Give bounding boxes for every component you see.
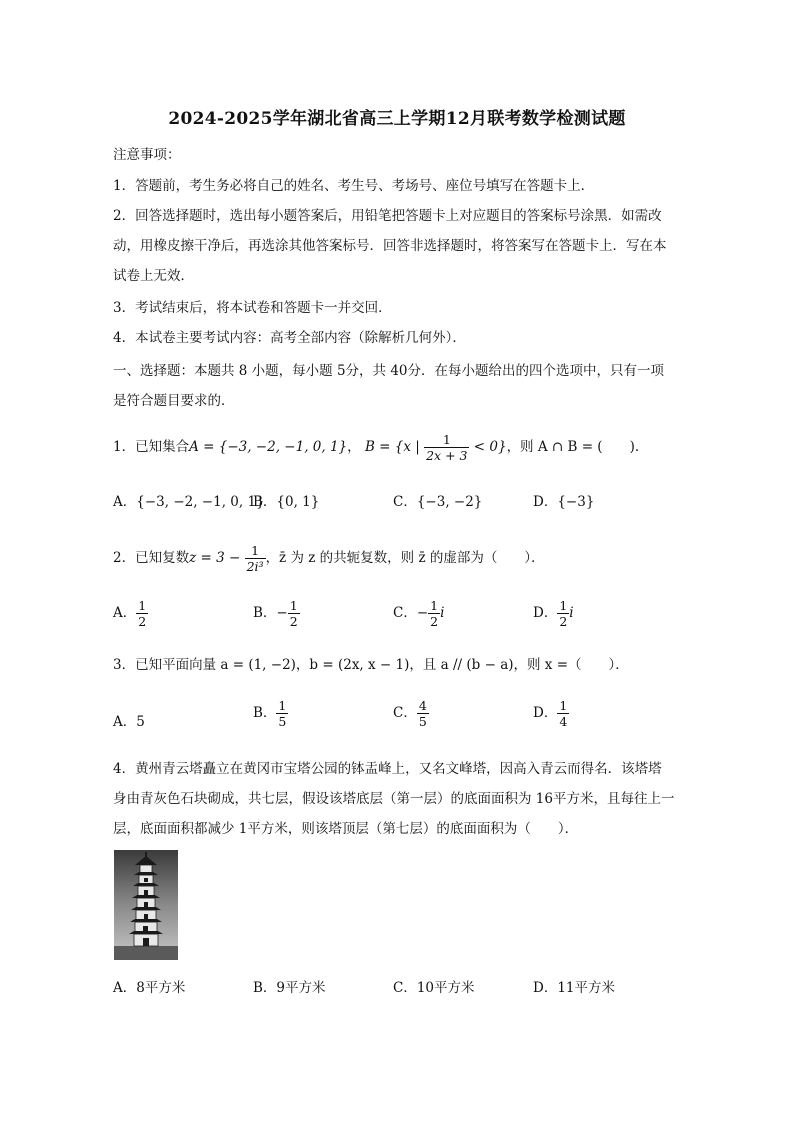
q2-option-d-label: D． (533, 605, 558, 621)
q2-option-c-fraction (428, 598, 440, 629)
q3-option-b-fraction (276, 698, 288, 729)
q2-option-a-fraction (136, 598, 148, 629)
q2-option-c-label: C． (393, 605, 417, 621)
q1-prefix: 1．已知集合 (113, 439, 190, 455)
q3-option-d-numerator: 1 (559, 698, 568, 713)
q4-option-d: D．11平方米 (533, 980, 616, 996)
q4-option-a: A．8平方米 (113, 980, 186, 996)
question-3: 3．已知平面向量 a = (1, −2)，b = (2x, x − 1)，且 a // (b − a)，则 x =（ ）． (113, 657, 629, 673)
question-4-line-2: 身由青灰色石块砌成，共七层，假设该塔底层（第一层）的底面面积为 16平方米，且每往上一 (113, 791, 675, 807)
notice-item-3: 3．考试结束后，将本试卷和答题卡一并交回． (113, 300, 392, 316)
q2-option-c-numerator: 1 (430, 598, 439, 613)
q1-option-d: D．{−3} (533, 494, 595, 510)
q3-option-b-denominator: 5 (278, 714, 287, 729)
q3-option-a (113, 710, 145, 730)
q1-set-a: A = {−3, −2, −1, 0, 1} (189, 439, 348, 455)
q1-suffix: ，则 A ∩ B = ( )． (506, 439, 649, 455)
q3-option-c-denominator: 5 (418, 714, 427, 729)
q3-option-b (253, 698, 288, 729)
q3-option-d (533, 698, 569, 729)
q2-prefix: 2．已知复数 (113, 550, 190, 566)
q2-z-expression: z = 3 − (189, 550, 241, 566)
q2-suffix: ，z̄ 为 z 的共轭复数，则 z̄ 的虚部为（ ）． (265, 550, 545, 566)
q3-option-b-numerator: 1 (278, 698, 287, 713)
q2-option-b-denominator: 2 (289, 614, 298, 629)
q2-option-c-tail: i (440, 605, 445, 621)
q2-option-a-denominator: 2 (138, 614, 147, 629)
q3-option-c (393, 698, 429, 729)
q2-option-d-denominator: 2 (559, 614, 568, 629)
q3-option-a-label: A． (113, 714, 137, 730)
q2-frac-denominator: 2i³ (246, 559, 264, 574)
q3-option-c-numerator: 4 (418, 698, 427, 713)
q1-set-b-right: < 0} (473, 439, 507, 455)
q3-option-d-label: D． (533, 705, 558, 721)
q2-option-d-fraction (557, 598, 569, 629)
q3-option-c-label: C． (393, 705, 417, 721)
q2-option-d-tail: i (569, 605, 574, 621)
q3-option-d-denominator: 4 (559, 714, 568, 729)
notice-item-4: 4．本试卷主要考试内容：高考全部内容（除解析几何外）． (113, 330, 466, 346)
q2-option-b-sign: − (276, 605, 288, 621)
q2-option-a-label: A． (113, 605, 137, 621)
q1-frac-denominator: 2x + 3 (426, 448, 468, 463)
question-2 (113, 540, 545, 576)
q2-option-b-fraction (288, 598, 300, 629)
section-1-intro-line-2: 是符合题目要求的． (113, 393, 235, 409)
q4-option-c: C．10平方米 (393, 980, 475, 996)
q2-fraction (245, 543, 266, 574)
q1-option-c: C．{−3, −2} (393, 494, 483, 510)
notice-heading: 注意事项： (113, 147, 181, 163)
notice-item-2-line-3: 试卷上无效． (113, 268, 194, 284)
q2-option-b (253, 598, 300, 629)
q3-option-b-label: B． (253, 705, 277, 721)
notice-item-2-line-2: 动，用橡皮擦干净后，再选涂其他答案标号．回答非选择题时，将答案写在答题卡上．写在本 (113, 238, 667, 254)
question-4-line-1: 4．黄州青云塔矗立在黄冈市宝塔公园的钵盂峰上，又名文峰塔，因高入青云而得名．该塔塔 (113, 761, 662, 777)
q1-option-b: B．{0, 1} (253, 494, 320, 510)
q2-option-a (113, 598, 148, 629)
page-title: 2024-2025学年湖北省高三上学期12月联考数学检测试题 (168, 109, 626, 129)
q2-option-d (533, 598, 574, 629)
q2-option-c-sign: − (416, 605, 429, 621)
q3-option-c-fraction (417, 698, 429, 729)
q3-option-a-value: 5 (136, 714, 145, 730)
q1-separator: ， (347, 439, 361, 455)
q2-option-c-denominator: 2 (430, 614, 439, 629)
notice-item-1: 1．答题前，考生务必将自己的姓名、考生号、考场号、座位号填写在答题卡上． (113, 178, 595, 194)
section-1-intro-line-1: 一、选择题：本题共 8 小题，每小题 5分，共 40分．在每小题给出的四个选项中，只有一项 (113, 363, 665, 379)
q1-fraction (424, 432, 469, 463)
question-4-line-3: 层，底面面积都减少 1平方米，则该塔顶层（第七层）的底面面积为（ ）． (113, 821, 579, 837)
question-1 (113, 432, 648, 463)
q1-set-b-left: B = {x | (364, 439, 420, 455)
q1-frac-numerator: 1 (424, 432, 469, 448)
q2-option-b-numerator: 1 (289, 598, 298, 613)
q4-option-b: B．9平方米 (253, 980, 326, 996)
q3-option-d-fraction (557, 698, 569, 729)
notice-item-2-line-1: 2．回答选择题时，选出每小题答案后，用铅笔把答题卡上对应题目的答案标号涂黑．如需改 (113, 208, 662, 224)
q2-option-d-numerator: 1 (559, 598, 568, 613)
q2-option-c (393, 598, 444, 629)
pagoda-photo (114, 850, 178, 960)
q1-option-a: A．{−3, −2, −1, 0, 1} (113, 494, 265, 510)
q2-option-a-numerator: 1 (138, 598, 147, 613)
q2-option-b-label: B． (253, 605, 277, 621)
q2-frac-numerator: 1 (245, 543, 266, 559)
